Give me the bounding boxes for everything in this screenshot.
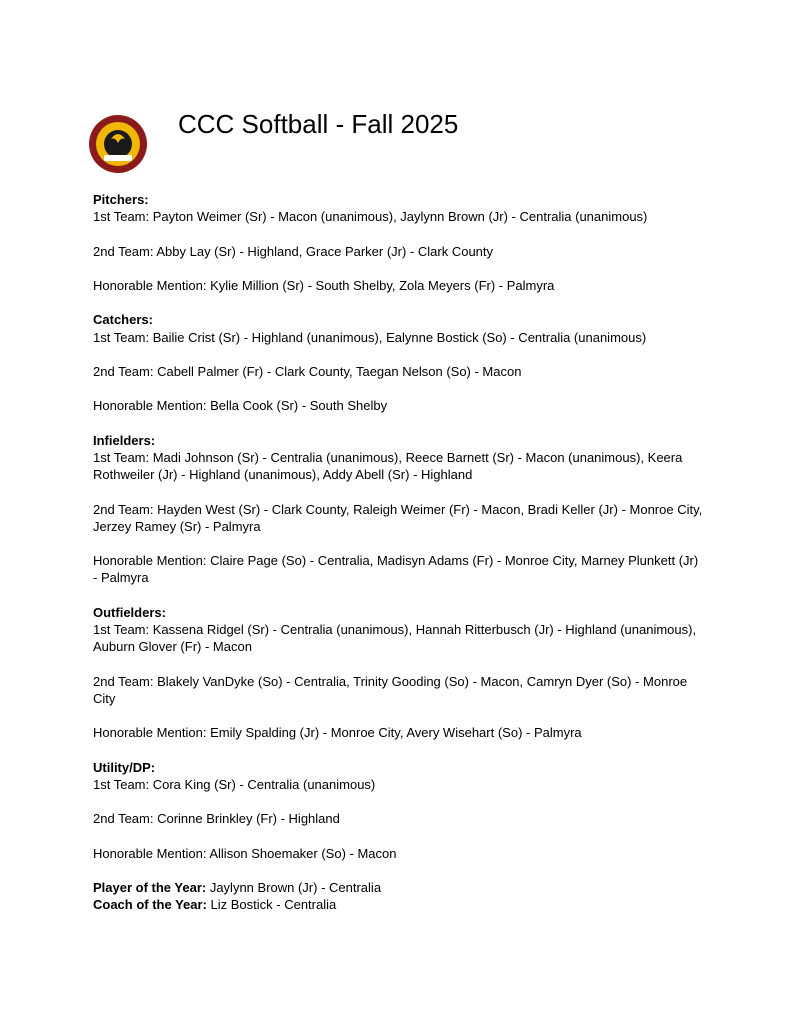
- first-team-line: 1st Team: Cora King (Sr) - Centralia (unanimous): [93, 776, 376, 792]
- conference-logo-icon: [87, 113, 149, 175]
- awards: [93, 879, 703, 913]
- section-utility-dp: [93, 759, 703, 862]
- second-team-line: 2nd Team: Blakely VanDyke (So) - Centralia, Trinity Gooding (So) - Macon, Camryn Dyer (So) - Monroe City: [93, 673, 688, 706]
- section-infielders: [93, 432, 703, 587]
- coach-of-the-year: [93, 896, 703, 913]
- section-outfielders: [93, 604, 703, 742]
- first-team-line: 1st Team: Madi Johnson (Sr) - Centralia (unanimous), Reece Barnett (Sr) - Macon (unanimous), Keera Rothweiler (Jr) - Highland (unanimous), Addy Abell (Sr) - Highland: [93, 449, 683, 483]
- section-catchers: [93, 311, 703, 414]
- first-team-line: 1st Team: Payton Weimer (Sr) - Macon (unanimous), Jaylynn Brown (Jr) - Centralia (unanimous): [93, 209, 648, 225]
- player-of-the-year-value: Jaylynn Brown (Jr) - Centralia: [206, 879, 382, 895]
- page-title: CCC Softball - Fall 2025: [178, 109, 459, 139]
- coach-of-the-year-label: Coach of the Year:: [93, 897, 207, 913]
- honorable-mention-line: Honorable Mention: Claire Page (So) - Centralia, Madisyn Adams (Fr) - Monroe City, Marney Plunkett (Jr) - Palmyra: [93, 553, 699, 586]
- section-heading: Pitchers:: [93, 192, 149, 207]
- section-heading: Catchers:: [93, 312, 153, 328]
- section-heading: Infielders:: [93, 432, 156, 448]
- section-heading: Utility/DP:: [93, 759, 156, 775]
- section-heading: Outfielders:: [93, 604, 166, 620]
- all-conference-list: [93, 191, 703, 913]
- second-team-line: 2nd Team: Hayden West (Sr) - Clark County, Raleigh Weimer (Fr) - Macon, Bradi Keller (Jr) - Monroe City, Jerzey Ramey (Sr) - Palmyra: [93, 501, 703, 534]
- player-of-the-year: [93, 879, 703, 896]
- honorable-mention-line: Honorable Mention: Allison Shoemaker (So) - Macon: [93, 845, 397, 861]
- honorable-mention-line: Honorable Mention: Bella Cook (Sr) - South Shelby: [93, 398, 388, 414]
- section-pitchers: [93, 191, 703, 294]
- first-team-line: 1st Team: Bailie Crist (Sr) - Highland (unanimous), Ealynne Bostick (So) - Centralia (unanimous): [93, 329, 647, 345]
- second-team-line: 2nd Team: Cabell Palmer (Fr) - Clark County, Taegan Nelson (So) - Macon: [93, 363, 522, 379]
- conference-logo: [87, 113, 149, 175]
- second-team-line: 2nd Team: Corinne Brinkley (Fr) - Highland: [93, 811, 340, 827]
- coach-of-the-year-value: Liz Bostick - Centralia: [206, 897, 337, 913]
- player-of-the-year-label: Player of the Year:: [93, 879, 207, 895]
- logo-banner: [104, 155, 132, 161]
- first-team-line: 1st Team: Kassena Ridgel (Sr) - Centralia (unanimous), Hannah Ritterbusch (Jr) - Highland (unanimous), Auburn Glover (Fr) - Macon: [93, 621, 697, 655]
- honorable-mention-line: Honorable Mention: Emily Spalding (Jr) - Monroe City, Avery Wisehart (So) - Palmyra: [93, 725, 582, 741]
- second-team-line: 2nd Team: Abby Lay (Sr) - Highland, Grace Parker (Jr) - Clark County: [93, 243, 494, 259]
- honorable-mention-line: Honorable Mention: Kylie Million (Sr) - South Shelby, Zola Meyers (Fr) - Palmyra: [93, 277, 555, 293]
